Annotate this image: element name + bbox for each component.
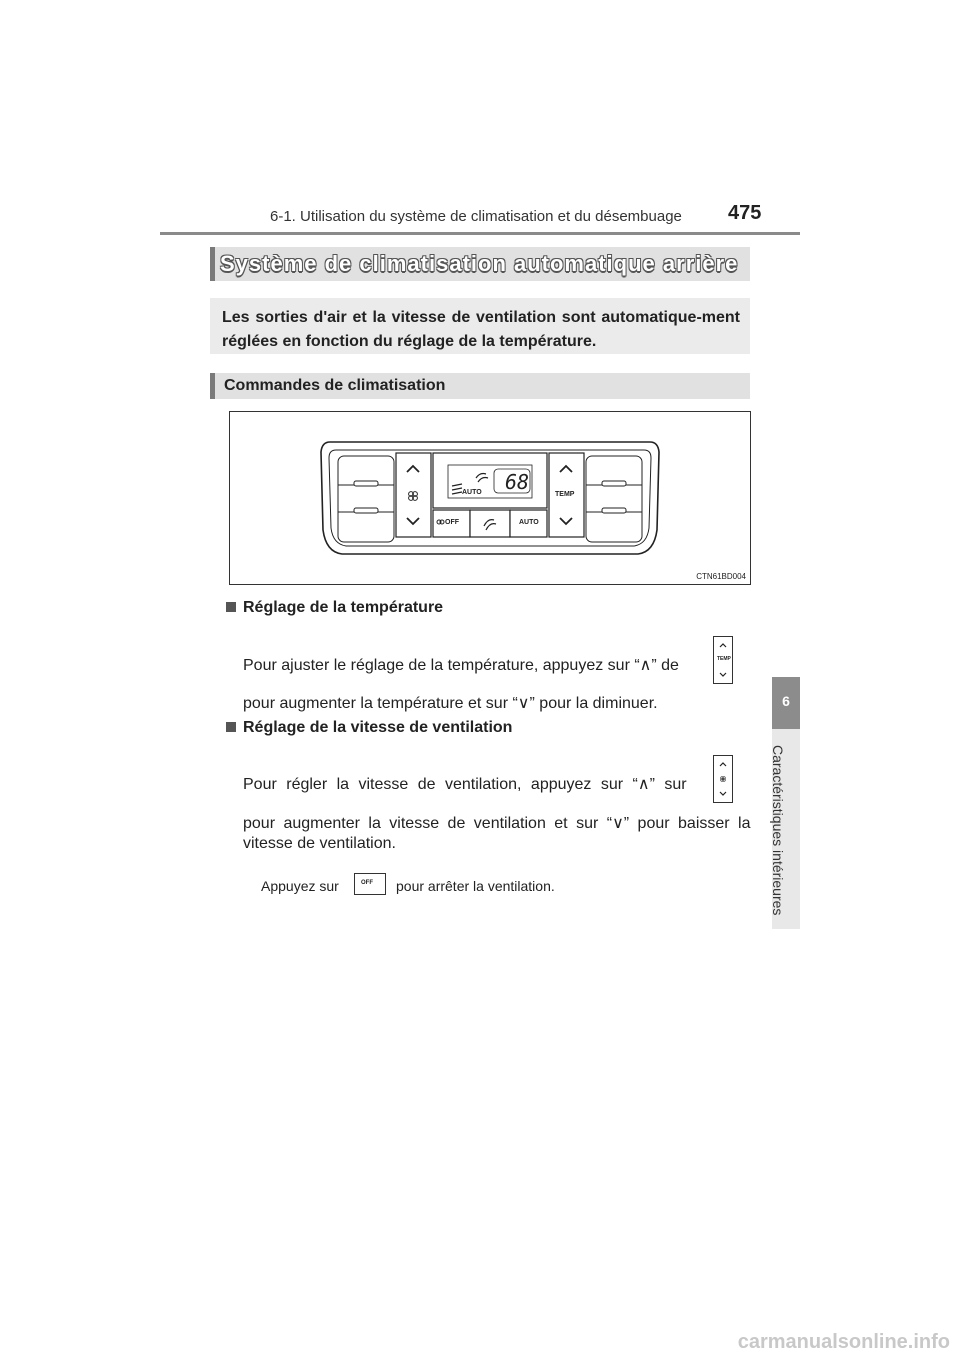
subsection-title: Commandes de climatisation xyxy=(224,377,446,394)
section-title-box xyxy=(210,247,750,281)
subsection-title-bar xyxy=(210,373,215,399)
control-panel-illustration xyxy=(230,412,750,584)
temperature-text-line2: pour augmenter la température et sur “∨” pour la diminuer. xyxy=(243,695,658,712)
temperature-text-line1: Pour ajuster le réglage de la température, appuyez sur “∧” de xyxy=(243,657,679,674)
temp-button-icon xyxy=(713,636,733,684)
chapter-number: 6 xyxy=(782,693,790,709)
section-title-bar xyxy=(210,247,215,281)
off-icon-label: OFF xyxy=(361,880,373,886)
intro-text: Les sorties d'air et la vitesse de ventilation sont automatique-ment réglées en fonction du réglage de la température. xyxy=(222,309,740,350)
off-button-label: OFF xyxy=(445,519,459,526)
fan-text-line1: Pour régler la vitesse de ventilation, appuyez sur “∧” sur xyxy=(243,776,687,793)
section-title: Système de climatisation automatique arrière xyxy=(220,251,739,276)
figure-code: CTN61BD004 xyxy=(696,572,746,581)
off-note-before: Appuyez sur xyxy=(261,878,339,894)
off-button-icon xyxy=(354,873,386,895)
display-mode: AUTO xyxy=(462,489,482,496)
heading-temperature: Réglage de la température xyxy=(226,599,443,617)
off-note xyxy=(261,878,339,894)
chapter-label: Caractéristiques intérieures xyxy=(770,745,786,916)
off-note-after: pour arrêter la ventilation. xyxy=(396,878,555,894)
display-temperature: 68 xyxy=(505,470,530,494)
fan-text-line3: vitesse de ventilation. xyxy=(243,835,396,852)
running-header: 6-1. Utilisation du système de climatisation et du désembuage xyxy=(270,208,682,225)
page-number: 475 xyxy=(728,202,762,224)
temp-label: TEMP xyxy=(555,491,575,498)
bullet-square-icon xyxy=(226,602,236,612)
control-panel-figure xyxy=(229,411,751,585)
fan-button-icon xyxy=(713,755,733,803)
header-rule xyxy=(160,232,800,235)
fan-text-line2: pour augmenter la vitesse de ventilation et sur “∨” pour baisser la xyxy=(243,815,751,832)
bullet-square-icon xyxy=(226,722,236,732)
watermark: carmanualsonline.info xyxy=(737,1331,950,1353)
auto-button-label: AUTO xyxy=(519,519,539,526)
chapter-tab xyxy=(772,677,800,729)
subsection-title-box xyxy=(210,373,750,399)
intro-box xyxy=(210,298,750,354)
temp-icon-label: TEMP xyxy=(717,656,731,662)
heading-fan-speed: Réglage de la vitesse de ventilation xyxy=(226,719,512,737)
